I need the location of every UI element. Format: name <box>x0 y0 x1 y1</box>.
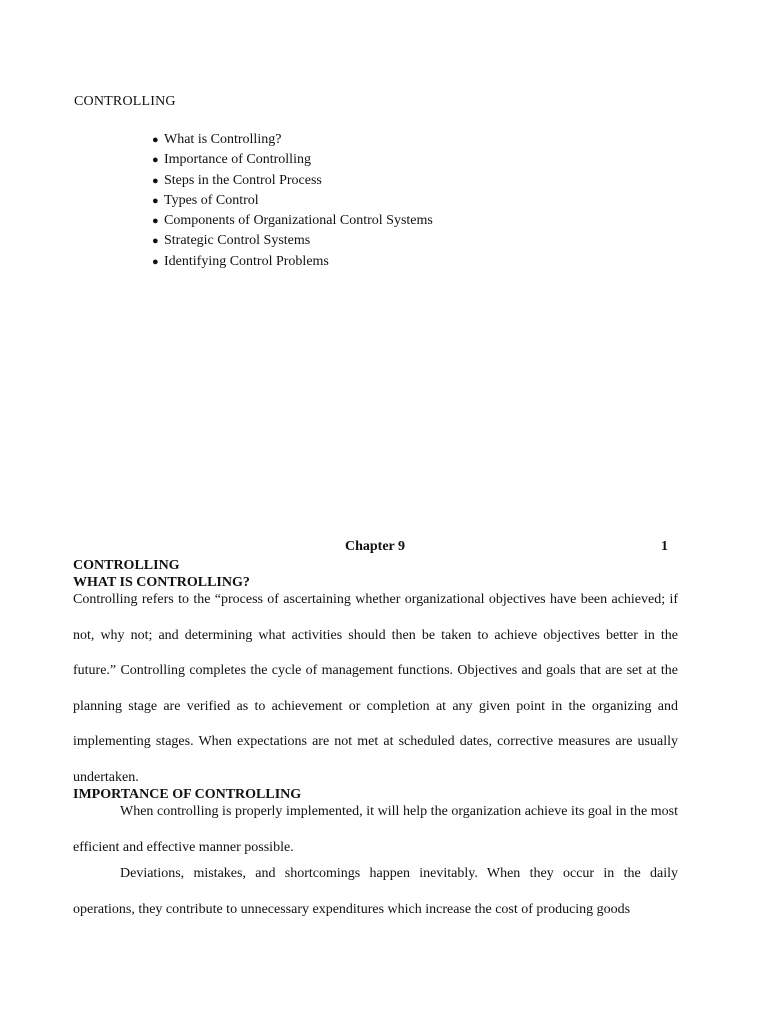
bullet-icon: ● <box>152 235 159 248</box>
page-header <box>0 539 768 557</box>
toc-item: ● Steps in the Control Process <box>152 171 433 191</box>
toc-item: ● Importance of Controlling <box>152 150 433 170</box>
toc-item: ● Identifying Control Problems <box>152 252 433 272</box>
bullet-icon: ● <box>152 154 159 167</box>
bullet-icon: ● <box>152 255 159 268</box>
cover-title: CONTROLLING <box>74 94 176 109</box>
toc-item: ● What is Controlling? <box>152 130 433 150</box>
page-number: 1 <box>661 539 668 554</box>
toc-item: ● Types of Control <box>152 191 433 211</box>
chapter-label: Chapter 9 <box>345 539 406 554</box>
bullet-icon: ● <box>152 174 159 187</box>
chapter-body <box>73 557 678 927</box>
toc-item: ● Components of Organizational Control Systems <box>152 211 433 231</box>
bullet-icon: ● <box>152 215 159 228</box>
toc-item: ● Strategic Control Systems <box>152 231 433 251</box>
table-of-contents <box>152 130 433 272</box>
section-heading-what-is-controlling: WHAT IS CONTROLLING? <box>73 575 250 590</box>
bullet-icon: ● <box>152 134 159 146</box>
paragraph-what-is-controlling: Controlling refers to the “process of ascertaining whether organizational objectives have been achieved; if not, why not; and determining what activities should then be taken to achieve objectives better in the future.” Controlling completes the cycle of management functions. Objectives and goals that are set at the planning stage are verified as to achievement or completion at any given point in the organizing and implementing stages. When expectations are not met at scheduled dates, corrective measures are usually undertaken. <box>73 592 678 785</box>
section-heading-importance: IMPORTANCE OF CONTROLLING <box>73 787 302 802</box>
paragraph-importance-1: When controlling is properly implemented, it will help the organization achieve its goal in the most efficient and effective manner possible. <box>73 804 678 855</box>
section-heading-controlling: CONTROLLING <box>73 558 180 573</box>
bullet-icon: ● <box>152 194 159 207</box>
paragraph-importance-2: Deviations, mistakes, and shortcomings happen inevitably. When they occur in the daily operations, they contribute to unnecessary expenditures which increase the cost of producing goods <box>73 866 678 917</box>
